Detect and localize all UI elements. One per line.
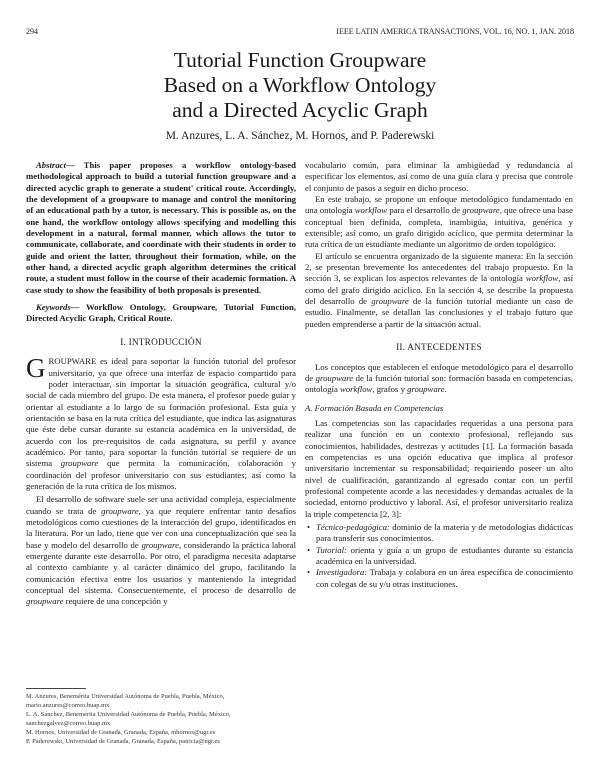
intro-text: requiere de una concepción y	[63, 596, 168, 607]
subsection-heading-competencias: A. Formación Basada en Competencias	[305, 402, 444, 413]
intro-paragraph-2	[26, 494, 296, 607]
footnote: P. Paderewski, Universidad de Granada, Granada, España, patricia@ugr.es	[26, 738, 220, 746]
body-text: , que ofrece una base conceptual bien definida, completa, inambigüa, intuitiva, genérica y extensible; así como, un grafo dirigido acíclico, que permita determinar la ruta crítica de un estudiante mediante un algoritmo de orden topológico.	[305, 205, 573, 250]
list-item-text: Trabaja y colabora en un área específica de conocimiento con colegas de su y/u otras instituciones.	[316, 567, 573, 589]
list-item	[305, 545, 573, 568]
right-paragraph-1: vocabulario común, para eliminar la ambigüedad y redundancia al especificar los elementos, así como de una guía clara y precisa que controle el conjunto de pasos a seguir en dicho proceso.	[305, 160, 573, 193]
abstract-text: — This paper proposes a workflow ontology-based methodological approach to build a tutorial function groupware and a directed acyclic graph to generate a student' critical route. Accordingly, the development of a groupware to manage and control the monitoring of an educational path by a tutor, is necessary. This is possible as, on the one hand, the workflow ontology allows specifying and modelling this development in a natural, formal manner, which allows the tutor to communicate, collaborate, and coordinate with their students in order to guide and orient the latter, throughout their formation, while, on the other hand, a directed acyclic graph algorithm determines the critical route, a student must follow in the course of their academic formation. A case study to show the feasibility of both proposals is presented.	[26, 160, 296, 295]
list-item-label: Técnico-pedagógica:	[316, 521, 390, 532]
body-em: workflow	[525, 273, 559, 284]
body-text: En este trabajo, se propone un enfoque metodológico fundamentado en una ontología	[305, 194, 573, 216]
list-item-text: orienta y guía a un grupo de estudiantes durante su estancia académica en la universidad.	[316, 544, 573, 566]
list-item-label: Tutorial:	[316, 544, 347, 555]
body-text: , grafos y	[372, 384, 408, 395]
footnote-divider	[26, 688, 86, 689]
intro-em: groupware	[26, 596, 64, 607]
body-text: de la función tutorial mediante un caso de estudio. Finalmente, se detallan las conclusiones y el trabajo futuro que pueden emprenderse a partir de la situación actual.	[305, 296, 573, 329]
author-footnotes	[26, 692, 296, 747]
journal-info: IEEE LATIN AMERICA TRANSACTIONS, VOL. 16, NO. 1, JAN. 2018	[336, 27, 574, 36]
drop-cap: G	[26, 353, 46, 384]
intro-em: groupware	[141, 539, 179, 550]
body-text: de la función tutorial son: formación basada en competencias, ontología	[305, 372, 573, 395]
page-number: 294	[26, 27, 38, 36]
right-column	[305, 160, 573, 590]
body-text: .	[444, 384, 447, 395]
intro-text: , ya que requiere enfrentar tanto desafíos metodológicos como cuestiones de la interacción del grupo, identificados en la literatura. Por un lado, tiene que ver con una conceptualización que sea la base y modelo del desarrollo de	[26, 505, 296, 550]
section-heading-introduction: I. INTRODUCCIÓN	[120, 337, 202, 348]
abstract-label: Abstract	[36, 160, 66, 170]
keywords	[26, 302, 296, 325]
intro-text: El desarrollo de software suele ser una actividad compleja, especialmente cuando se trata de	[26, 494, 296, 516]
body-em: workflow	[340, 384, 373, 395]
body-em: workflow	[354, 205, 388, 216]
competence-list	[305, 522, 573, 590]
list-item-text: dominio de la materia y de metodologías didácticas para transferir sus conocimientos.	[316, 521, 573, 544]
right-paragraph-4	[305, 362, 573, 396]
footnote: L. A. Sánchez, Benemérita Universidad Autónoma de Puebla, Puebla, México, sanchezgalvez@correo.buap.mx	[26, 711, 231, 728]
body-text: Los conceptos que establecen el enfoque metodológico para el desarrollo de	[305, 361, 573, 383]
intro-text: que permita la comunicación, colaboración y coordinación del profesor universitario con sus estudiantes; así como la generación de la ruta crítica de los mismos.	[26, 458, 297, 491]
right-paragraph-3	[305, 251, 573, 330]
body-em: groupware	[371, 296, 409, 307]
intro-text: ROUPWARE es ideal para soportar la función tutorial del profesor universitario, ya que ofrece una interfaz de espacio compartido para poder interactuar, sin importar la situación geográfica, cultural y/o social de cada miembro del grupo. De esta manera, el profesor puede guiar y orientar al estudiante a lo largo de su formación profesional. Esta guía y orientación se basa en la ruta crítica del estudiante, que indica las asignaturas que éste debe cursar durante su estancia académica en la universidad, de acuerdo con los pre-requisitos de cada asignatura, su perfil y avance académico. Por tanto, para soportar la función tutorial se requiere de un sistema	[26, 356, 296, 469]
body-em: groupware	[407, 384, 445, 395]
page-header	[26, 27, 574, 39]
intro-paragraph-1	[26, 353, 297, 492]
title-line: Based on a Workflow Ontology	[163, 73, 437, 97]
body-em: groupware	[315, 372, 354, 383]
body-text: , así como del grafo dirigido acíclico. En la sección 4, se describe la propuesta del desarrollo de	[305, 273, 573, 307]
intro-em: groupware	[60, 458, 99, 469]
left-column	[26, 160, 296, 608]
list-item	[305, 567, 573, 590]
paper-title	[0, 48, 600, 123]
intro-text: , considerando la práctica laboral emergente durante este desarrollo. Por otro, el paradigma necesita adaptarse al contexto cambiante y al carácter dinámico del grupo, facilitando la comunicación efectiva entre los usuarios y manteniendo la integridad conceptual del sistema. Consecuentemente, el proceso de desarrollo de	[26, 539, 296, 596]
paper-authors: M. Anzures, L. A. Sánchez, M. Hornos, and P. Paderewski	[165, 130, 435, 142]
title-line: and a Directed Acyclic Graph	[172, 98, 428, 122]
list-item	[305, 522, 573, 545]
intro-em: groupware	[101, 505, 139, 516]
body-text: El artículo se encuentra organizado de la siguiente manera: En la sección 2, se presentan brevemente los antecedentes del trabajo propuesto. En la sección 3, se explican los aspectos relevantes de la ontología	[305, 250, 573, 284]
right-paragraph-2	[305, 194, 573, 251]
footnote: M. Hornos, Universidad de Granada, Granada, España, mhornos@ugr.es	[26, 729, 216, 737]
list-item-label: Investigadora:	[316, 567, 368, 578]
body-text: para el desarrollo de	[387, 205, 463, 216]
footnote: M. Anzures, Benemérita Universidad Autónoma de Puebla, Puebla, México, mario.anzures@correo.buap.mx	[26, 693, 225, 710]
right-paragraph-5: Las competencias son las capacidades requeridas a una persona para realizar una función en un contexto profesional, reflejando sus conocimientos, habilidades, destrezas y actitudes [1]. La formación basada en competencias es una opción educativa que implica al profesor universitario incrementar su responsabilidad; requiriendo poseer un alto nivel de cualificación, garantizando al egresado contar con un perfil profesional competente acorde a las necesidades y demandas actuales de la sociedad, entorno productivo y laboral. Así, el profesor universitario realiza la triple competencia [2, 3]:	[305, 417, 573, 519]
keywords-text: — Workflow Ontology, Groupware, Tutorial Function, Directed Acyclic Graph, Critical Route.	[26, 302, 296, 324]
title-line: Tutorial Function Groupware	[173, 48, 427, 72]
body-em: groupware	[462, 205, 500, 216]
abstract	[26, 160, 296, 296]
section-heading-background: II. ANTECEDENTES	[396, 343, 482, 354]
keywords-label: Keywords	[36, 302, 71, 313]
